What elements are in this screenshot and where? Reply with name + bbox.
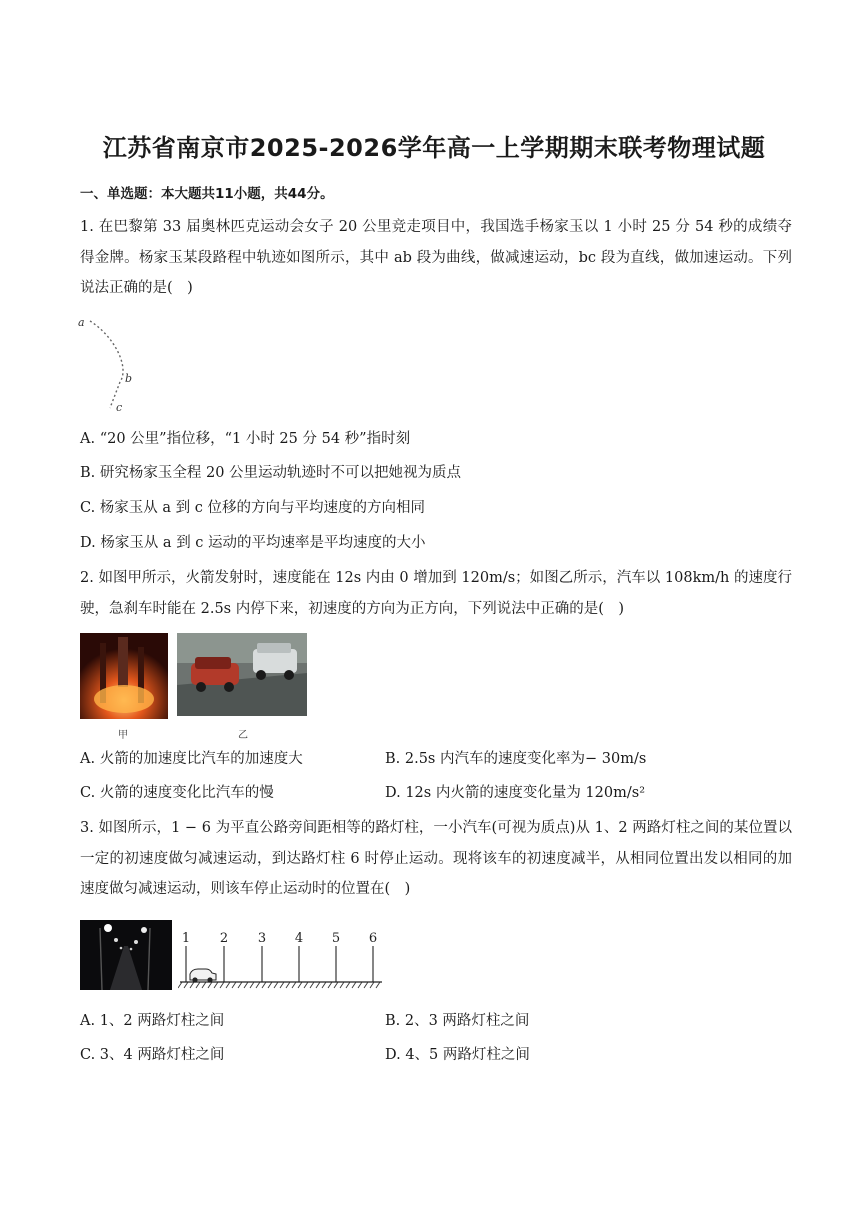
point-b-label: b [125,372,133,385]
pole-label-3: 3 [257,931,267,946]
q1-option-c: C. 杨家玉从 a 到 c 位移的方向与平均速度的方向相同 [80,500,425,516]
pole-label-2: 2 [219,931,229,946]
q3-option-a: A. 1、2 两路灯柱之间 [80,1013,225,1029]
question-1-text: 1. 在巴黎第 33 届奥林匹克运动会女子 20 公里竞走项目中，我国选手杨家玉以 1 小时 25 分 54 秒的成绩夺得金牌。杨家玉某段路程中轨迹如图所示，其中 ab 段为曲线，做减速运动，bc 段为直线，做加速运动。下列说法正确的是( ) [80,219,792,296]
q1-option-b: B. 研究杨家玉全程 20 公里运动轨迹时不可以把她视为质点 [80,465,462,481]
point-c-label: c [116,401,123,414]
road-poles-diagram [178,926,384,994]
q3-option-d: D. 4、5 两路灯柱之间 [385,1047,530,1063]
rocket-launch-photo [80,633,168,719]
street-lights-photo [80,920,172,990]
pole-label-1: 1 [181,931,191,946]
q2-option-d: D. 12s 内火箭的速度变化量为 120m/s² [385,785,646,801]
q1-option-d: D. 杨家玉从 a 到 c 运动的平均速率是平均速度的大小 [80,535,426,551]
section-heading: 一、单选题：本大题共11小题，共44分。 [80,186,334,202]
q2-option-b: B. 2.5s 内汽车的速度变化率为− 30m/s [385,751,647,767]
trajectory-figure [72,312,142,416]
question-2-text: 2. 如图甲所示，火箭发射时，速度能在 12s 内由 0 增加到 120m/s；如图乙所示，汽车以 108km/h 的速度行驶，急刹车时能在 2.5s 内停下来，初速度的方向为正方向，下列说法中正确的是( ) [80,570,792,617]
figure-caption-left: 甲 [118,730,128,741]
pole-label-6: 6 [368,931,378,946]
car-icon [190,969,216,983]
page-title: 江苏省南京市2025-2026学年高一上学期期末联考物理试题 [102,134,766,162]
question-3-text: 3. 如图所示，1 − 6 为平直公路旁间距相等的路灯柱，一小汽车(可视为质点)从 1、2 两路灯柱之间的某位置以一定的初速度做匀减速运动，到达路灯柱 6 时停止运动。现将该车的初速度减半，从相同位置出发以相同的加速度做匀减速运动，则该车停止运动时的位置在( ) [80,820,792,897]
q2-option-a: A. 火箭的加速度比汽车的加速度大 [80,751,303,767]
q1-option-a: A. “20 公里”指位移，“1 小时 25 分 54 秒”指时刻 [80,431,411,447]
car-braking-photo [177,633,307,716]
pole-label-4: 4 [294,931,304,946]
point-a-label: a [78,316,85,329]
q3-option-c: C. 3、4 两路灯柱之间 [80,1047,225,1063]
figure-caption-right: 乙 [238,730,248,741]
q3-option-b: B. 2、3 两路灯柱之间 [385,1013,530,1029]
q2-option-c: C. 火箭的速度变化比汽车的慢 [80,785,274,801]
pole-label-5: 5 [331,931,341,946]
